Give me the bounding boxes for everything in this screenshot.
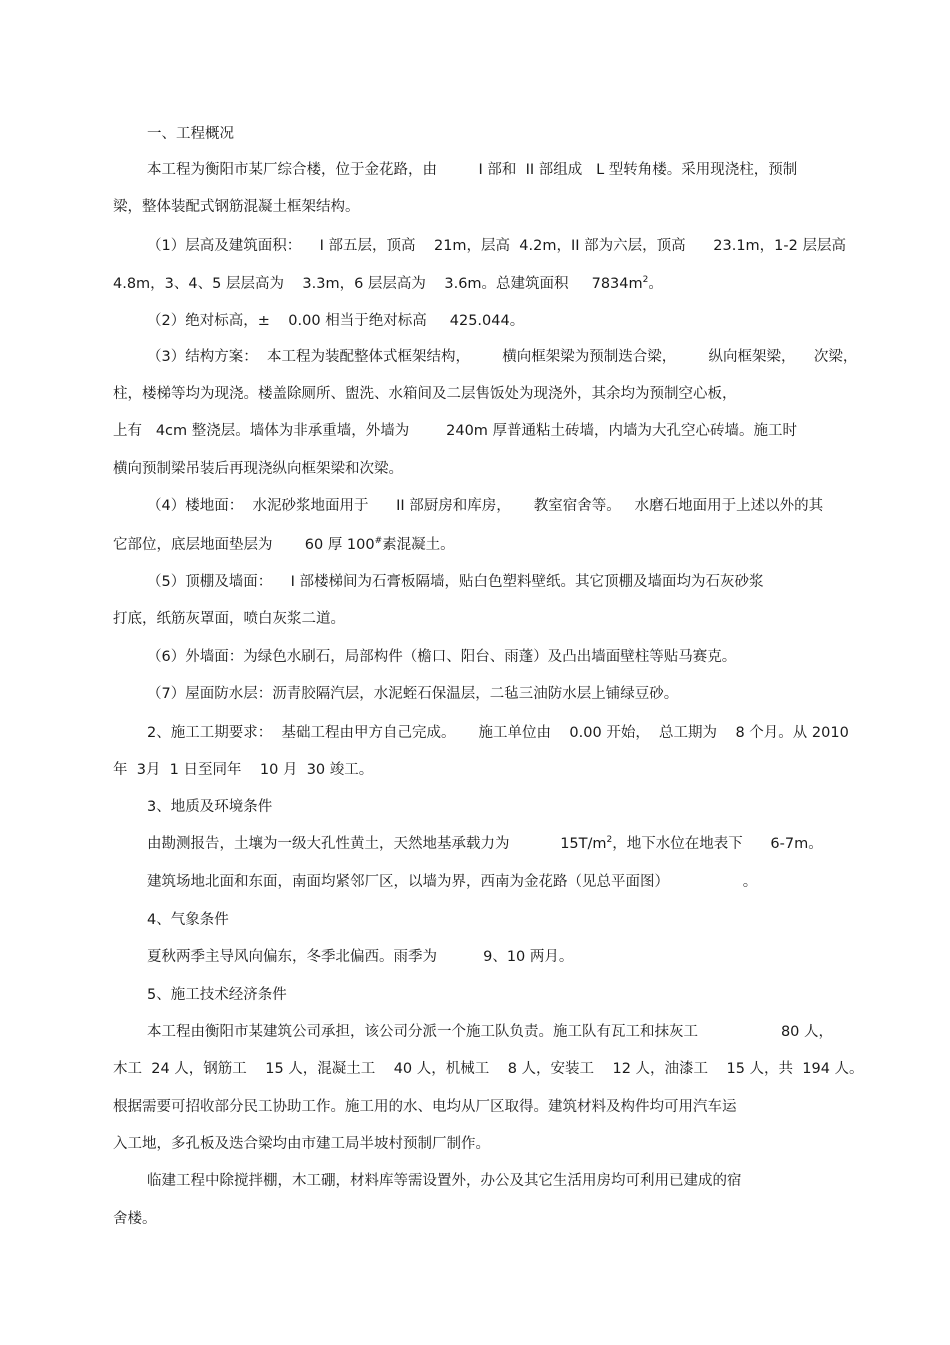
paragraph-line: 木工 24 人，钢筋工 15 人，混凝土工 40 人，机械工 8 人，安装工 12 人，油漆工 15 人，共 194 人。	[113, 1061, 864, 1077]
heading-project-overview: 一、工程概况	[147, 126, 234, 142]
paragraph-line: 临建工程中除搅拌棚，木工硼，材料库等需设置外，办公及其它生活用房均可利用已建成的宿	[147, 1173, 742, 1189]
paragraph-line: 舍楼。	[113, 1211, 157, 1227]
paragraph-line: 建筑场地北面和东面，南面均紧邻厂区，以墙为界，西南为金花路（见总平面图） 。	[147, 874, 758, 890]
paragraph-line: （6）外墙面：为绿色水刷石，局部构件（檐口、阳台、雨蓬）及凸出墙面壁柱等贴马赛克。	[147, 649, 737, 665]
paragraph-line: （5）顶棚及墙面： I 部楼梯间为石膏板隔墙，贴白色塑料壁纸。其它顶棚及墙面均为石灰砂浆	[147, 574, 764, 590]
text-segment: ，地下水位在地表下 6-7m。	[612, 836, 823, 852]
text-segment: 4.8m，3、4、5 层层高为 3.3m，6 层层高为 3.6m。总建筑面积 7834m	[113, 276, 643, 292]
paragraph-line: （3）结构方案： 本工程为装配整体式框架结构， 横向框架梁为预制迭合梁， 纵向框架梁， 次梁，	[147, 349, 858, 365]
section-schedule: 2、施工工期要求： 基础工程由甲方自己完成。 施工单位由 0.00 开始， 总工期为 8 个月。从 2010	[147, 725, 849, 741]
paragraph-line	[113, 274, 663, 294]
paragraph-line: （7）屋面防水层：沥青胶隔汽层，水泥蛭石保温层，二毡三油防水层上铺绿豆砂。	[147, 686, 679, 702]
superscript: #	[374, 536, 383, 546]
text-segment: 由勘测报告，土壤为一级大孔性黄土，天然地基承载力为 15T/m	[147, 836, 607, 852]
paragraph-line: （2）绝对标高，± 0.00 相当于绝对标高 425.044。	[147, 313, 525, 329]
text-segment: 它部位，底层地面垫层为 60 厚 100	[113, 537, 375, 553]
paragraph-line: （4）楼地面： 水泥砂浆地面用于 II 部厨房和库房， 教室宿舍等。 水磨石地面用于上述以外的其	[147, 498, 824, 514]
paragraph-line: 本工程由衡阳市某建筑公司承担，该公司分派一个施工队负责。施工队有瓦工和抹灰工 80 人，	[147, 1024, 834, 1040]
heading-geology: 3、地质及环境条件	[147, 799, 273, 815]
paragraph-line	[113, 535, 455, 555]
paragraph-line: 根据需要可招收部分民工协助工作。施工用的水、电均从厂区取得。建筑材料及构件均可用汽车运	[113, 1099, 737, 1115]
superscript: 2	[642, 275, 649, 285]
paragraph-line: 打底，纸筋灰罩面，喷白灰浆二道。	[113, 611, 345, 627]
heading-weather: 4、气象条件	[147, 912, 229, 928]
text-segment: 素混凝土。	[382, 537, 455, 553]
paragraph-line: 年 3月 1 日至同年 10 月 30 竣工。	[113, 762, 374, 778]
paragraph-line: 夏秋两季主导风向偏东，冬季北偏西。雨季为 9、10 两月。	[147, 949, 574, 965]
paragraph-line: 入工地，多孔板及迭合梁均由市建工局半坡村预制厂制作。	[113, 1136, 490, 1152]
paragraph-line: 梁，整体装配式钢筋混凝土框架结构。	[113, 199, 360, 215]
heading-technical-economic: 5、施工技术经济条件	[147, 987, 287, 1003]
paragraph-line: 柱，楼梯等均为现浇。楼盖除厕所、盥洗、水箱间及二层售饭处为现浇外，其余均为预制空心板，	[113, 386, 737, 402]
superscript: 2	[606, 835, 613, 845]
paragraph-line: 本工程为衡阳市某厂综合楼，位于金花路，由 I 部和 II 部组成 L 型转角楼。采用现浇柱，预制	[147, 162, 798, 178]
paragraph-line: 横向预制梁吊装后再现浇纵向框架梁和次梁。	[113, 461, 403, 477]
text-segment: 。	[648, 276, 663, 292]
paragraph-line: 上有 4cm 整浇层。墙体为非承重墙，外墙为 240m 厚普通粘土砖墙，内墙为大孔空心砖墙。施工时	[113, 423, 798, 439]
paragraph-line	[147, 834, 823, 854]
paragraph-line: （1）层高及建筑面积： I 部五层，顶高 21m，层高 4.2m，II 部为六层，顶高 23.1m，1-2 层层高	[147, 238, 846, 254]
